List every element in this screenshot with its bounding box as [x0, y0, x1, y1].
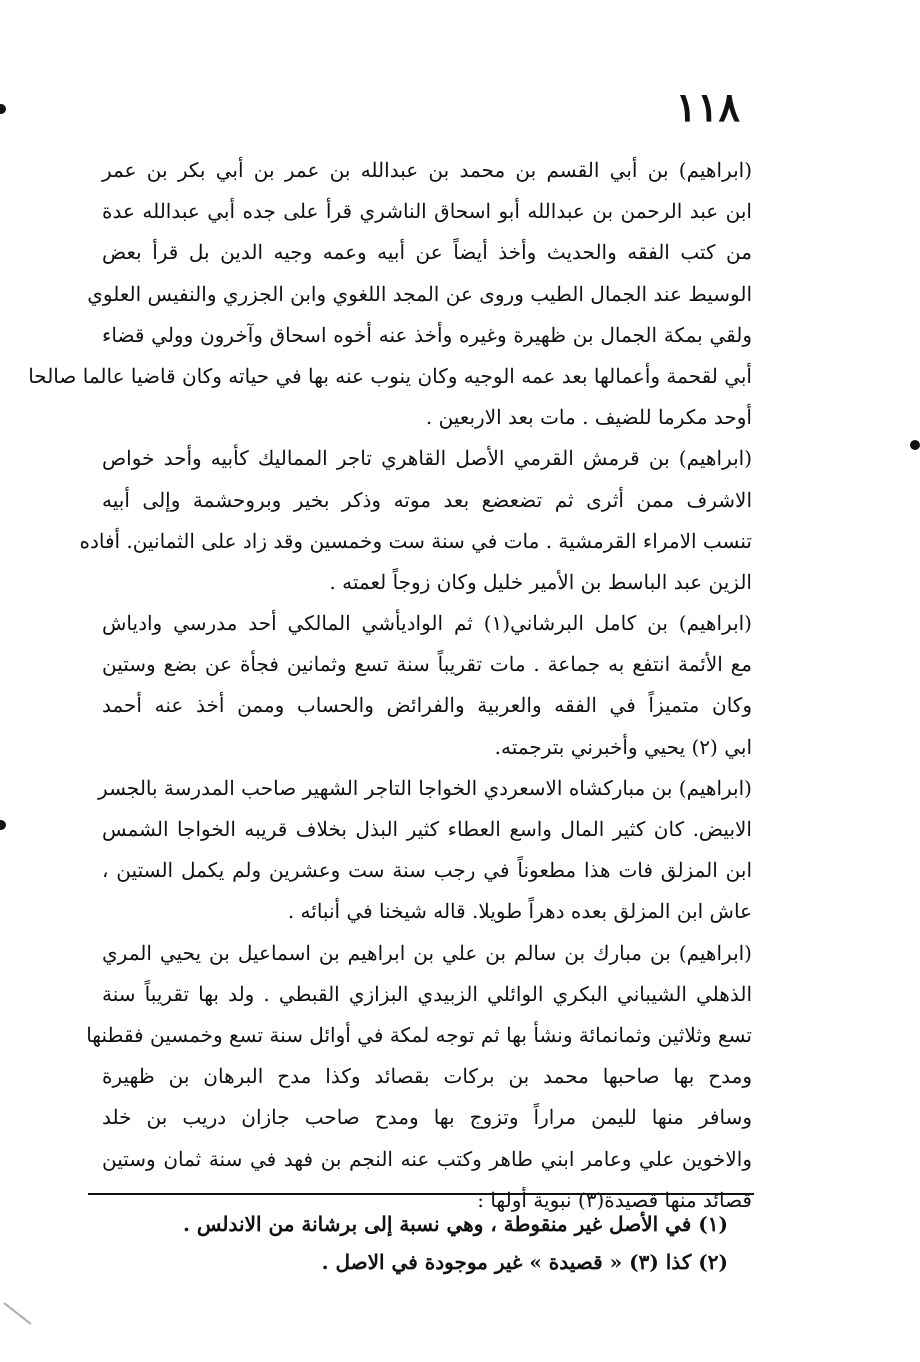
scan-mark	[3, 1302, 31, 1325]
text-line: الابيض. كان كثير المال واسع العطاء كثير البذل بخلاف قريبه الخواجا الشمس	[102, 817, 752, 841]
text-line: ولقي بمكة الجمال بن ظهيرة وغيره وأخذ عنه أخوه اسحاق وآخرون وولي قضاء	[102, 322, 752, 347]
text-line: الاشرف ممن أثرى ثم تضعضع بعد موته وذكر بخير وبروحشمة وإلى أبيه	[102, 487, 752, 512]
text-line: الذهلي الشيباني البكري الوائلي الزبيدي البزازي القبطي . ولد بها تقريباً سنة	[102, 981, 752, 1006]
body-text	[28, 150, 753, 1221]
text-line: من كتب الفقه والحديث وأخذ أيضاً عن أبيه وعمه وجيه الدين بل قرأ بعض	[102, 240, 752, 265]
footnote: (١) في الأصل غير منقوطة ، وهي نسبة إلى برشانة من الاندلس .	[182, 1212, 728, 1236]
text-line: (ابراهيم) بن قرمش القرمي الأصل القاهري تاجر المماليك كأبيه وأحد خواص	[102, 446, 752, 471]
text-line: أبي لقحمة وأعمالها بعد عمه الوجيه وكان ينوب عنه بها في حياته وكان قاضيا عالما صالحا	[28, 363, 752, 388]
text-line: (ابراهيم) بن مباركشاه الاسعردي الخواجا التاجر الشهير صاحب المدرسة بالجسر	[98, 775, 752, 800]
text-line: (ابراهيم) بن أبي القسم بن محمد بن عبدالله بن عمر بن أبي بكر بن عمر	[102, 158, 752, 182]
text-line: تنسب الامراء القرمشية . مات في سنة ست وخمسين وقد زاد على الثمانين. أفاده	[79, 528, 752, 553]
text-line: والاخوين علي وعامر ابني طاهر وكتب عنه النجم بن فهد في سنة ثمان وستين	[102, 1146, 752, 1171]
footnote: (٢) كذا (٣) « قصيدة » غير موجودة في الاصل .	[321, 1250, 728, 1274]
footnotes	[182, 1205, 728, 1281]
text-line: (ابراهيم) بن مبارك بن سالم بن علي بن ابراهيم بن اسماعيل بن يحيي المري	[102, 940, 752, 965]
text-line: ابي (٢) يحيي وأخبرني بترجمته.	[494, 734, 752, 759]
text-line: (ابراهيم) بن كامل البرشاني(١) ثم الواديأشي المالكي أحد مدرسي وادياش	[102, 611, 752, 636]
text-line: أوحد مكرما للضيف . مات بعد الاربعين .	[425, 405, 752, 430]
text-line: الزين عبد الباسط بن الأمير خليل وكان زوجاً لعمته .	[329, 569, 752, 594]
text-line: عاش ابن المزلق بعده دهراً طويلا. قاله شيخنا في أنبائه .	[287, 899, 752, 924]
text-line: وسافر منها لليمن مراراً وتزوج بها ومدح صاحب جازان دريب بن خلد	[102, 1105, 752, 1130]
footnote-divider	[88, 1193, 754, 1195]
text-line: قصائد منها قصيدة(٣) نبوية أولها :	[477, 1187, 752, 1212]
binding-hole-mark	[910, 440, 920, 450]
text-line: ابن المزلق فات هذا مطعوناً في رجب سنة ست وعشرين ولم يكمل الستين ،	[102, 858, 753, 883]
binding-hole-mark	[0, 104, 6, 114]
text-line: ومدح بها صاحبها محمد بن بركات بقصائد وكذا مدح البرهان بن ظهيرة	[102, 1064, 752, 1089]
text-line: ابن عبد الرحمن بن عبدالله أبو اسحاق الناشري قرأ على جده أبي عبدالله عدة	[102, 199, 752, 224]
text-line: مع الأئمة انتفع به جماعة . مات تقريباً سنة تسع وثمانين فجأة عن بضع وستين	[102, 652, 752, 677]
text-line: وكان متميزاً في الفقه والعربية والفرائض والحساب وممن أخذ عنه أحمد	[102, 693, 752, 718]
text-line: تسع وثلاثين وثمانمائة ونشأ بها ثم توجه لمكة في أوائل سنة تسع وخمسين فقطنها	[86, 1022, 752, 1047]
page-number: ١١٨	[675, 84, 740, 131]
binding-hole-mark	[0, 820, 6, 830]
text-line: الوسيط عند الجمال الطيب وروى عن المجد اللغوي وابن الجزري والنفيس العلوي	[87, 281, 752, 306]
